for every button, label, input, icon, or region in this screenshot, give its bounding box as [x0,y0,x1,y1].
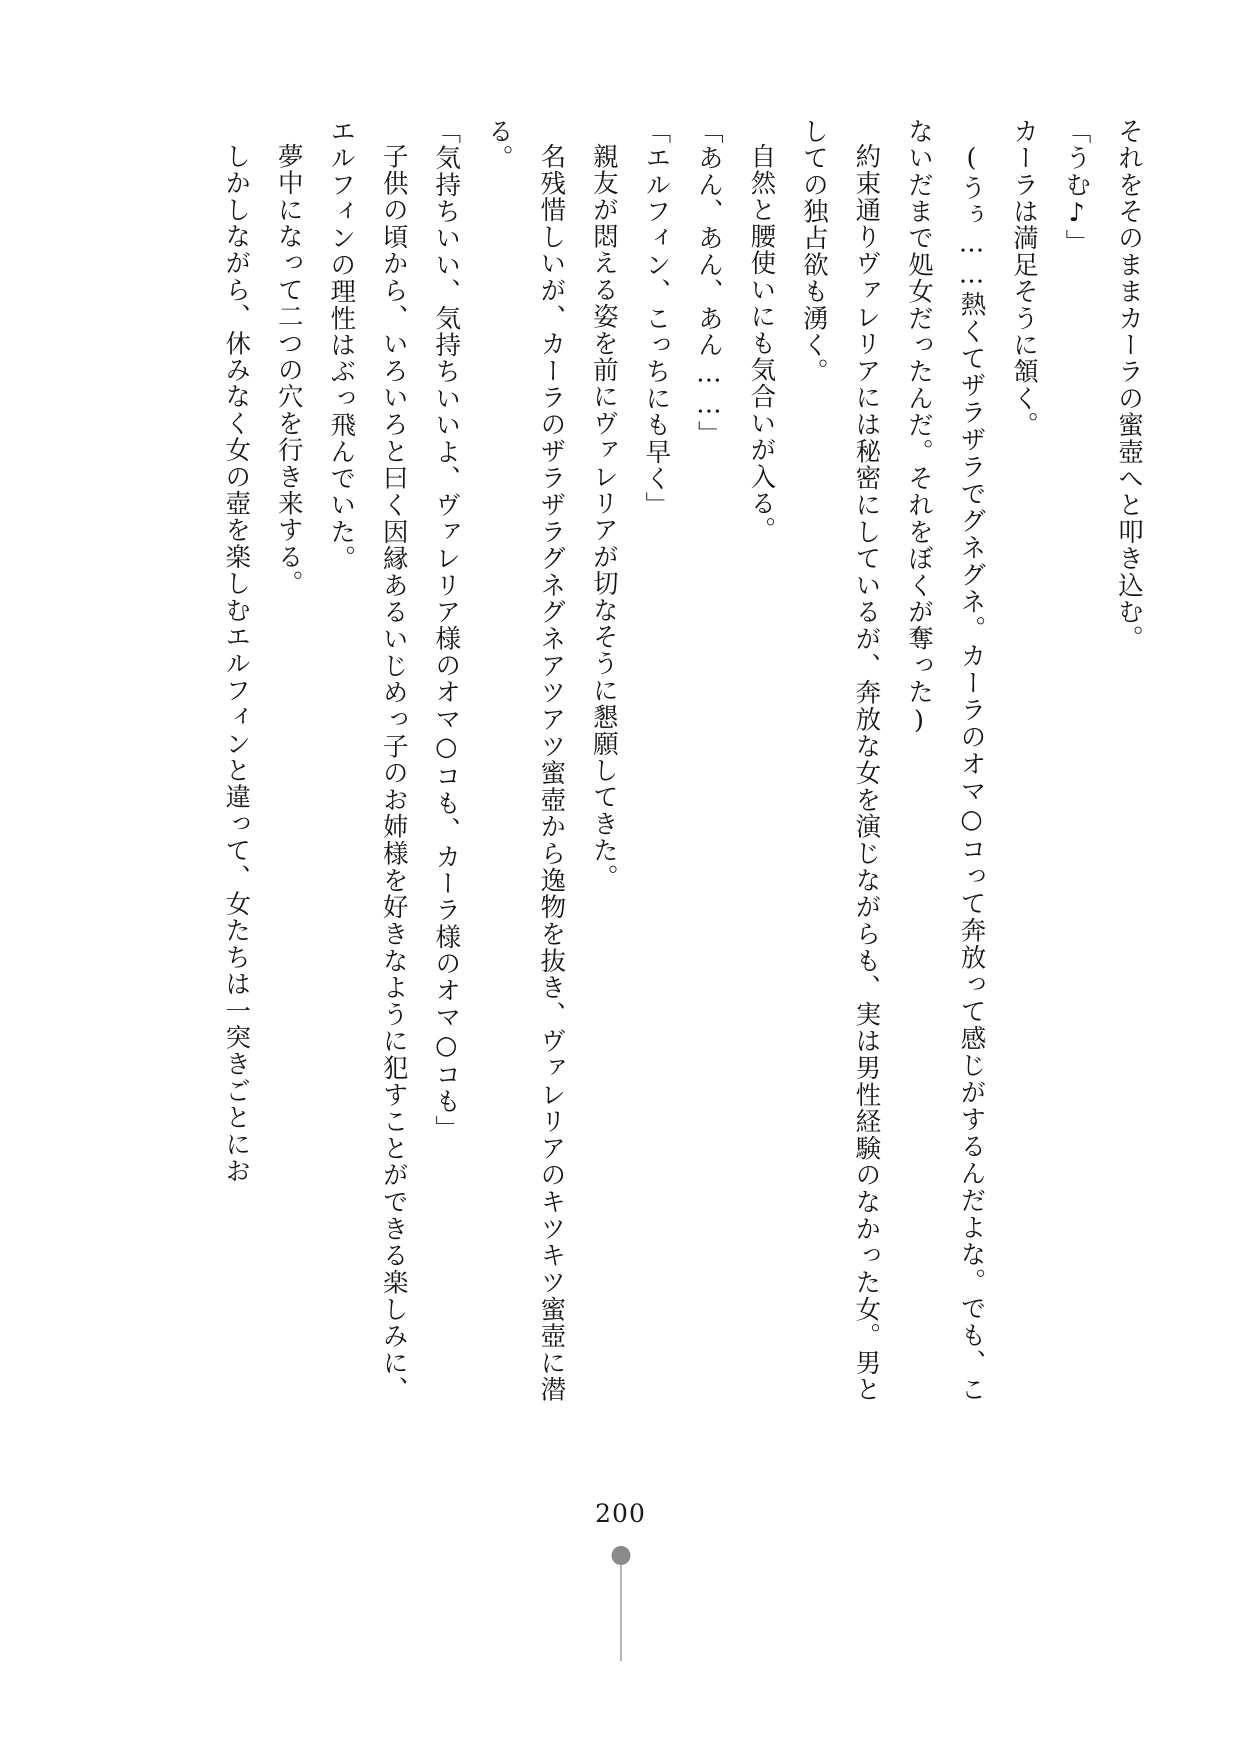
pin-mark-icon [601,1546,641,1666]
paragraph: それをそのままカーラの蜜壺へと叩き込む。 [1114,118,1144,652]
paragraph: 「うむ♪」 [1061,118,1092,256]
paragraph: 約束通りヴァレリアには秘密にしているが、奔放な女を演じながらも、実は男性経験のなかった女。男としての独占欲も湧く。 [798,118,882,1403]
paragraph: 自然と腰使いにも気合いが入る。 [746,143,777,544]
paragraph: カーラは満足そうに頷く。 [1008,118,1039,439]
paragraph: 子供の頃から、いろいろと曰く因縁あるいじめっ子のお姉様を好きなように犯すことができる楽しみに、エルフィンの理性はぶっ飛んでいた。 [326,118,409,1403]
paragraph: (うぅ……熱くてザラザラでグネグネ。カーラのオマ○コって奔放って感じがするんだよな。でも、こないだまで処女だったんだ。それをぼくが奪った) [903,118,987,1403]
paragraph: 名残惜しいが、カーラのザラザラグネグネアツアツ蜜壺から逸物を抜き、ヴァレリアのキツキツ蜜壺に潜る。 [483,118,567,1403]
paragraph: しかしながら、休みなく女の壺を楽しむエルフィンと違って、女たちは一突きごとにお [221,143,252,1185]
pin-stem [620,1565,622,1661]
pin-head [611,1546,630,1565]
page-number: 200 [595,1499,646,1528]
paragraph: 夢中になって二つの穴を行き来する。 [273,143,304,597]
paragraph: 「あん、あん、あん……」 [693,118,724,448]
body-text-vertical [215,118,1155,1403]
paragraph: 親友が悶える姿を前にヴァレリアが切なそうに懇願してきた。 [588,143,619,891]
paragraph: 「エルフィン、こっちにも早く」 [641,118,672,519]
paragraph: 「気持ちいい、気持ちいいよ、ヴァレリア様のオマ○コも、カーラ様のオマ○コも」 [431,118,462,1142]
